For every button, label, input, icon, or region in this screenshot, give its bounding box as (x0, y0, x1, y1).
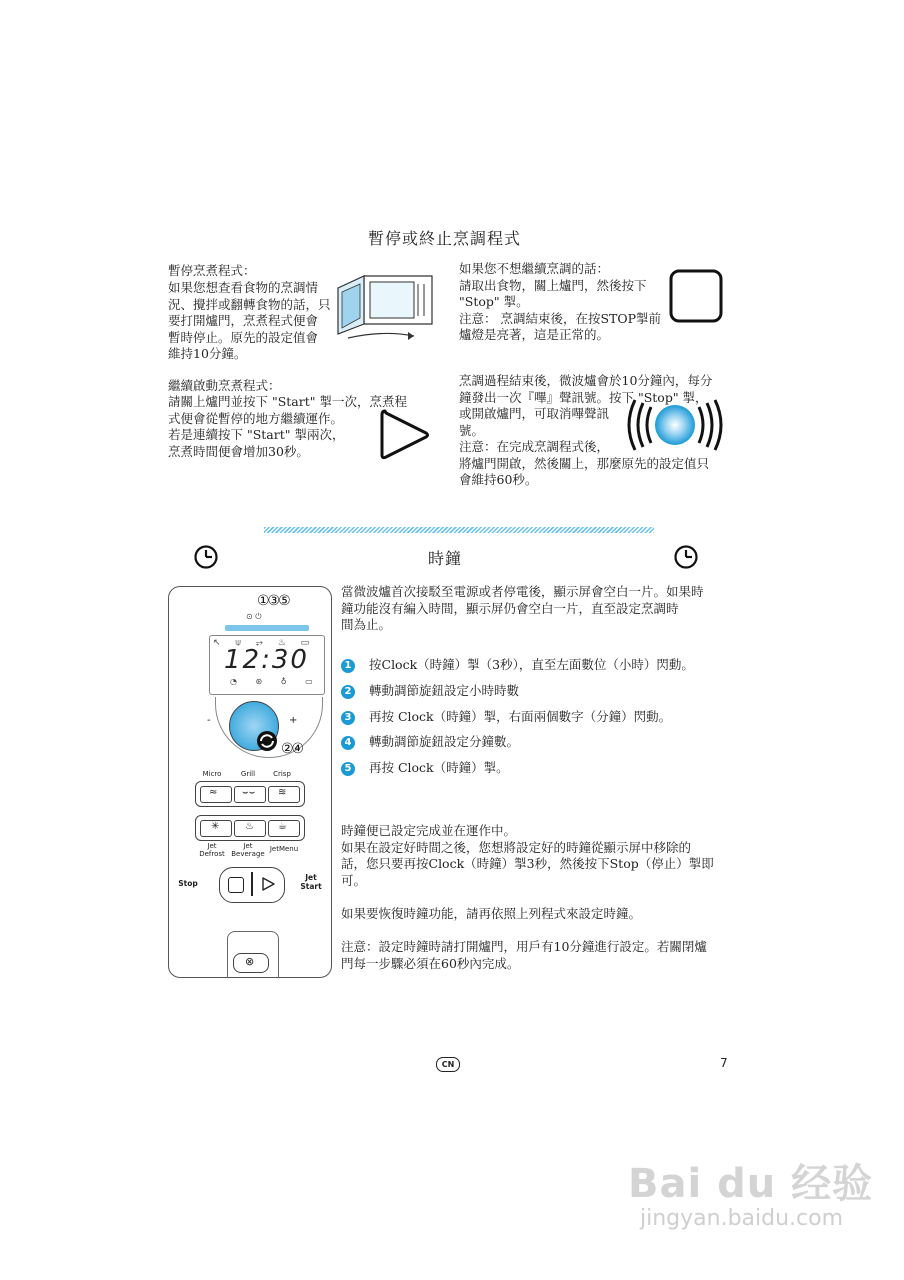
label-crisp: Crisp (273, 770, 291, 778)
door-open-icon: ⊗ (245, 955, 255, 968)
microwave-open-door-illustration (334, 272, 438, 344)
callout-24: ②④ (281, 741, 303, 757)
display-frame (209, 635, 325, 695)
resume-heading: 繼續啟動烹煮程式： (168, 378, 281, 393)
knob-minus: - (207, 715, 211, 726)
jet-beverage-button[interactable] (234, 820, 266, 837)
mode-button-group (195, 781, 305, 807)
clock-symbols: ⊙ ⏻ (246, 612, 262, 621)
micro-button[interactable] (200, 786, 232, 803)
section-title-pause: 暫停或終止烹調程式 (368, 229, 522, 248)
step-number: 3 (341, 711, 355, 725)
grill-button[interactable] (234, 786, 266, 803)
clock-note-1: 時鐘便已設定完成並在運作中。 如果在設定好時間之後，您想將設定好的時鐘從顯示屏中移除的 話，您只要再按Clock（時鐘）掣3秒，然後按下Stop（停止）掣即 可。 (341, 823, 714, 888)
label-jet-start: Jet Start (300, 873, 322, 891)
cup-icon: ♨ (245, 821, 254, 832)
stop-icon (668, 268, 724, 324)
door-open-button[interactable] (233, 953, 269, 973)
clock-note-3: 注意：設定時鐘時請打開爐門，用戶有10分鐘進行設定。若關閉爐 門每一步驟必須在60秒內完成。 (341, 939, 707, 971)
jetmenu-button[interactable] (268, 820, 300, 837)
section-divider (264, 527, 654, 533)
rotate-icon (255, 729, 279, 753)
label-stop: Stop (178, 879, 198, 888)
grill-icon: ⌣⌣ (242, 787, 256, 798)
clock-note-2: 如果要恢復時鐘功能，請再依照上列程式來設定時鐘。 (341, 906, 642, 921)
pause-heading: 暫停烹煮程式： (168, 263, 256, 278)
microwave-control-panel (168, 586, 332, 978)
stop-start-button-group (219, 867, 285, 903)
clock-icon-right (673, 544, 699, 570)
step-text: 再按 Clock（時鐘）掣，右面兩個數字（分鐘）閃動。 (369, 709, 672, 724)
snowflake-icon: ✳ (211, 821, 220, 832)
step-4 (341, 732, 519, 750)
step-text: 轉動調節旋鈕設定分鐘數。 (369, 734, 520, 749)
button-separator (251, 872, 253, 896)
beep-body: 烹調過程結束後，微波爐會於10分鐘內，每分 鐘發出一次『嗶』聲訊號。按下 "Stop" 掣， 或開啟爐門，可取消嗶聲訊 號。 注意：在完成烹調程式後， 將爐門開啟，然後關上，那麼原先的設定值只 會維持60秒。 (459, 373, 713, 487)
knob-plus: + (289, 715, 298, 726)
jet-defrost-button[interactable] (200, 820, 232, 837)
jet-button-group (195, 815, 305, 841)
display-mode-icons: ↖ ⍦ ⥅ ♨ ▭ (213, 638, 316, 648)
clock-intro: 當微波爐首次接駁至電源或者停電後，顯示屏會空白一片。如果時 鐘功能沒有編入時間，顯示屏仍會空白一片，直至設定烹調時 間為止。 (341, 584, 704, 632)
display-time: 12:30 (224, 645, 309, 675)
menu-icon: ☕ (278, 821, 287, 832)
pause-body: 如果您想查看食物的烹調情 況、攪拌或翻轉食物的話，只 要打開爐門，烹煮程式便會 暫時停止。原先的設定值會 維持10分鐘。 (168, 280, 331, 361)
micro-icon: ≈ (209, 787, 218, 798)
callout-135: ①③⑤ (257, 593, 289, 609)
watermark-url: jingyan.baidu.com (640, 1206, 844, 1231)
clock-icon-left (193, 544, 219, 570)
label-jet-defrost: Jet Defrost (199, 842, 225, 858)
crisp-button[interactable] (268, 786, 300, 803)
step-1 (341, 655, 694, 673)
stop-body: 如果您不想繼續烹調的話： 請取出食物，關上爐門，然後按下 "Stop" 掣。 注意： 烹調結束後，在按STOP掣前 爐燈是亮著，這是正常的。 (459, 261, 662, 342)
label-grill: Grill (240, 770, 256, 778)
indicator-bar (225, 625, 309, 631)
display-status-icons: ◔ ⊛ ♁ ▭ (230, 677, 321, 686)
start-icon (379, 407, 431, 463)
stop-button[interactable] (228, 877, 244, 893)
beep-sound-icon (623, 397, 727, 453)
label-micro: Micro (202, 770, 222, 778)
step-text: 再按 Clock（時鐘）掣。 (369, 760, 509, 775)
label-jetmenu: JetMenu (269, 845, 299, 853)
step-number: 4 (341, 736, 355, 750)
step-5 (341, 758, 509, 776)
step-2 (341, 681, 519, 699)
step-text: 轉動調節旋鈕設定小時時數 (369, 683, 520, 698)
label-jet-beverage: Jet Beverage (231, 842, 265, 858)
step-text: 按Clock（時鐘）掣（3秒），直至左面數位（小時）閃動。 (369, 657, 694, 672)
step-number: 1 (341, 659, 355, 673)
watermark-logo: Bai du 经验 (628, 1161, 874, 1207)
language-badge: CN (436, 1057, 460, 1072)
resume-body: 請關上爐門並按下 "Start" 掣一次，烹煮程 式便會從暫停的地方繼續運作。 若是連續按下 "Start" 掣兩次， 烹煮時間便會增加30秒。 (168, 394, 407, 459)
section-title-clock: 時鐘 (428, 549, 463, 568)
crisp-icon: ≋ (278, 787, 287, 798)
step-number: 5 (341, 762, 355, 776)
step-3 (341, 707, 671, 725)
jet-start-button[interactable] (260, 876, 276, 892)
step-number: 2 (341, 685, 355, 699)
play-icon (260, 876, 276, 892)
page-number: 7 (720, 1056, 728, 1070)
